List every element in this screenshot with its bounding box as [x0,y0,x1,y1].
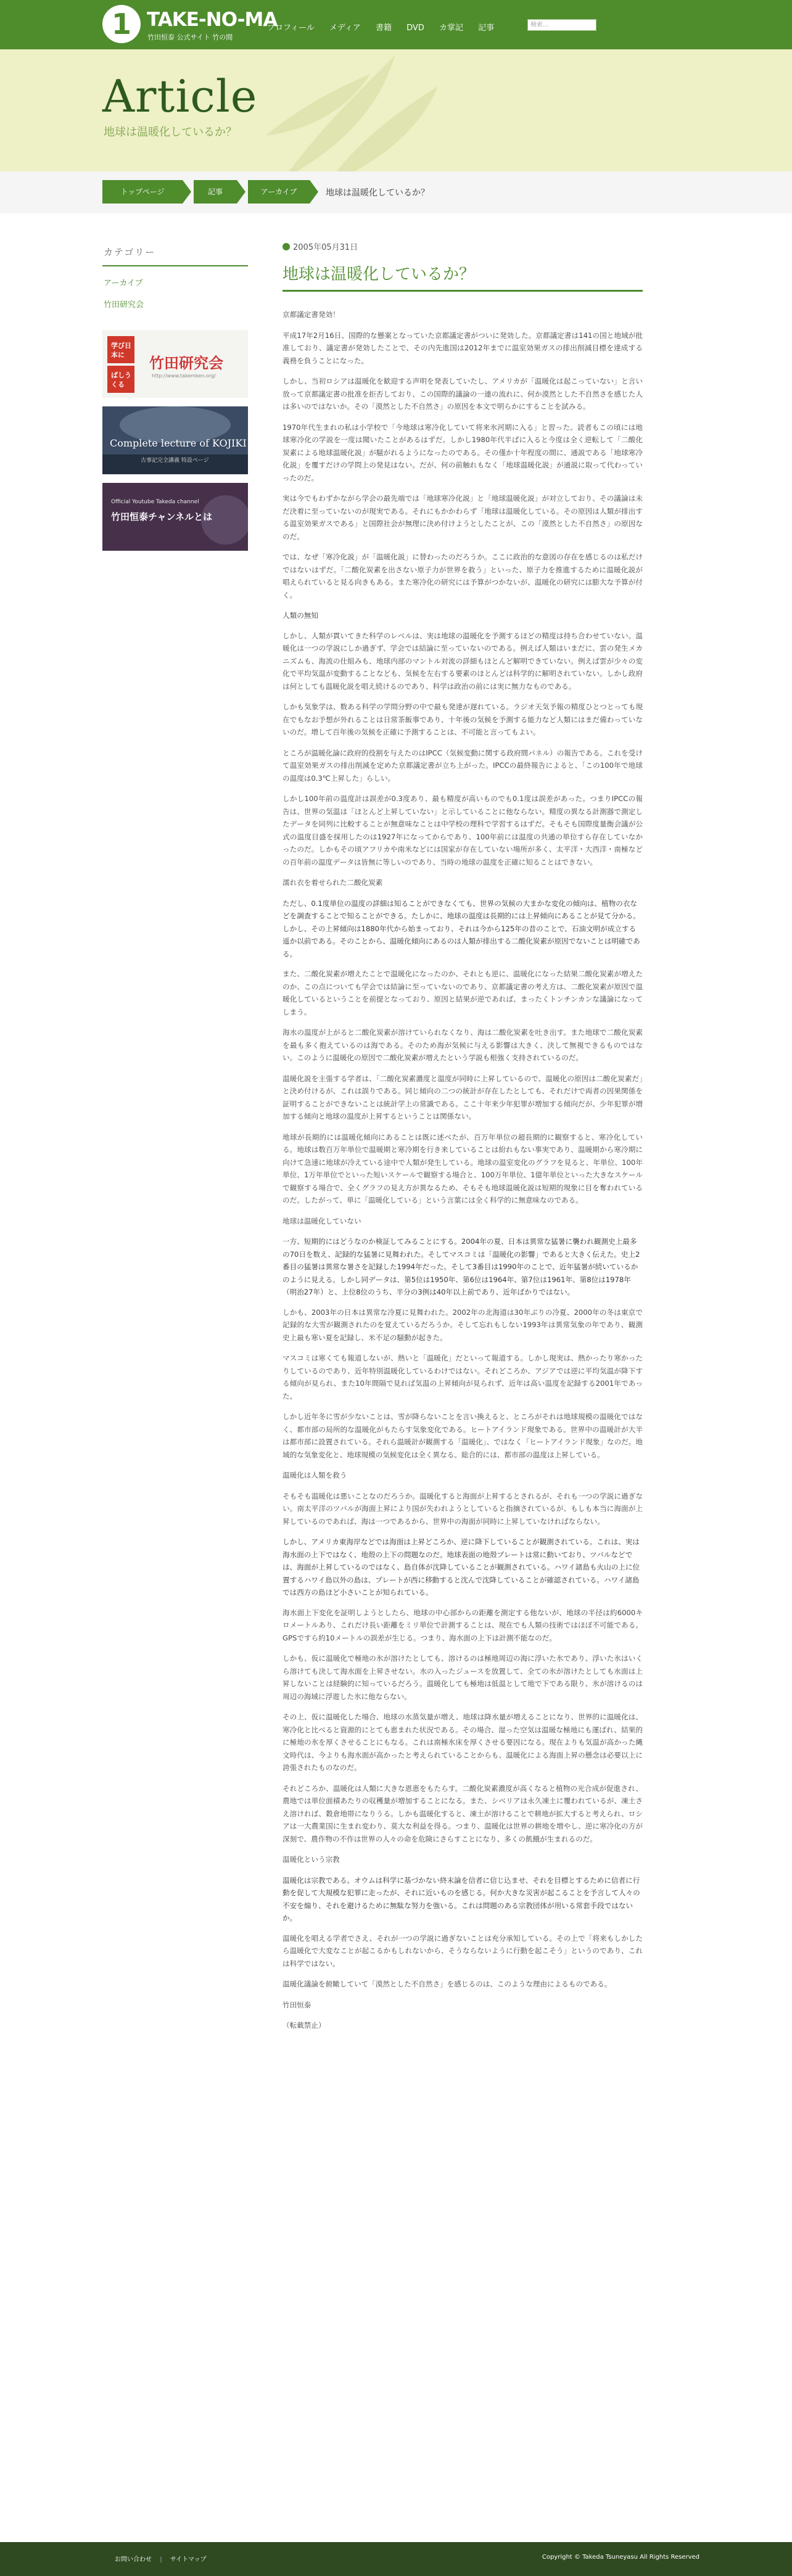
banner-youtube-channel[interactable] [102,483,248,551]
search-input[interactable]: 検索... [527,19,596,31]
article-paragraph: 温暖化を唱える学者でさえ、それが一つの学説に過ぎないことは充分承知している。その上で「将来もしかしたら温暖化で大変なことが起こるかもしれないから、そうならないように行動を起こそう」というのであり、これは科学ではない。 [283,1933,643,1968]
article-subheading: 一方、短期的にはどうなのか検証してみることにする。2004年の夏、日本は異常な猛暑に襲われ観測史上最多の70日を数え、記録的な猛暑に見舞われた。そしてマスコミは「温暖化の影響」であると大きく伝えた。史上2番目の猛暑は異常な暑さを記録した1994年だった。そして3番目は1990年のことで、近年猛暑が続いているかのように見える。しかし同データは、第5位は1950年、第6位は1964年、第7位は1961年、第8位は1978年（明治27年）と、上位8位のうち、半分の3例は40年以上前であり、近年ばかりではない。 [283,1237,640,1296]
post-title: 地球は温暖化しているか？ [283,265,476,284]
breadcrumb-separator [183,180,191,204]
hero-title: Article [102,70,258,122]
nav-articles[interactable]: 記事 [478,23,495,33]
article-paragraph: 温暖化説を主張する学者は、「二酸化炭素濃度と温度が同時に上昇しているので、温暖化の原因は二酸化炭素だ」と決め付けるが、これは誤りである。同じ傾向の二つの統計が存在したとしても、それだけで両者の因果関係を証明することができないことは統計学上の常識である。ここ十年来少年犯罪が増加する傾向だが、少年犯罪が増加する傾向と地球の温度が上昇するということは関係ない。 [283,1074,643,1121]
article-paragraph: では、なぜ「寒冷化説」が「温暖化説」に替わったのだろうか。ここに政治的な意図の存在を感じるのは私だけではないはずだ。「二酸化炭素を出さない原子力が世界を救う」といった、原子力を推進するために温暖化説が唱えられていると見る向きもある。また寒冷化の研究には予算がつかないが、温暖化の研究には膨大な予算が付く。 [283,553,643,599]
article-paragraph: しかも、2003年の日本は異常な冷夏に見舞われた。2002年の北海道は30年ぶりの冷夏、2000年の冬は東京で記録的な大雪が観測されたのを覚えているだろうか。そして忘れもしない1993年は異常気象の年であり、観測史上最も寒い夏を記録し、米不足の騒動が起きた。 [283,1307,643,1342]
breadcrumb-separator [310,180,318,204]
article-paragraph: 温暖化という宗教 [283,1855,340,1864]
global-nav [267,21,506,33]
article-paragraph: しかし近年冬に雪が少ないことは、雪が降らないことを言い換えると、ところがそれは地球規模の温暖化ではなく、都市部の局所的な温暖化がもたらす気象変化である。ヒートアイランド現象である。世界中の温暖計が大半は都市部に設置されている。それら温暖計が観測する「温暖化」、ではなく「ヒートアイランド現象」なのだ。地域的な気象変化と、地球規模の気候変化は全く異なる。総合的には、都市部の温度は上昇している。 [283,1412,643,1459]
article-paragraph: 京都議定書発効！ [283,310,340,319]
article-paragraph: 平成17年2月16日、国際的な懸案となっていた京都議定書がついに発効した。京都議定書は141の国と地域が批准しており、議定書が発効したことで、その内先進国は2012年までに温室効果ガスの排出削減目標を達成する義務を負うことになった。 [283,331,643,365]
breadcrumb-articles[interactable]: 記事 [194,180,237,204]
sidebar-divider [102,265,248,266]
banner-takeda-study-group[interactable] [102,330,248,398]
article-paragraph: その上、仮に温暖化した場合、地球の水蒸気量が増え、地球は降水量が増えることになり、世界的に温暖化は、寒冷化と比べると資源的にとても恵まれた状況である。その場合、湿った空気は温暖な極地にも運ばれ、結果的に極地の氷を厚くさせることにもなる。これは南極氷床を厚くさせる要因になる。現在よりも気温が高かった縄文時代は、今よりも海水面が高かったと考えられていることからも、温暖化による海面上昇の懸念は必要以上に誇張されたものなのだ。 [283,1713,643,1772]
sidebar-link-study-group[interactable]: 竹田研究会 [104,300,144,310]
article-paragraph: 1970年代生まれの私は小学校で「今地球は寒冷化していて将来氷河期に入る」と習った。読者もこの頃には地球寒冷化の学説を一度は聞いたことがあるはずだ。しかし1980年代半ばに入ると今度は全く逆転して「二酸化炭素による地球温暖化説」が騒がれるようになったのである。その僅か十年程度の間に、通説である「地球寒冷化説」を覆すだけの学問上の発見はない。だが、何の前触れもなく「地球温暖化説」が通説に取って代わっていったのだ。 [283,422,643,482]
banner1-name: 竹田研究会 [149,354,223,372]
article-paragraph: しかし100年前の温度計は誤差が0.3度あり、最も精度が高いものでも0.1度は誤差があった。つまりIPCCの報告は、世界の気温は「ほとんど上昇していない」と示していることに他ならない。精度の異なる計測器で測定したデータを同列に比較することが無意味なことは中学校の理科で学習するはずだ。そもそも国際度量衡会議が公式の温度目盛を採用したのは1927年になってからであり、100年前には温度の共通の単位すら存在していなかったのだ。しかもその頃アフリカや南米などには国家が存在していない場所が多く、太平洋・大西洋・南極などの百年前の温度データは皆無に等しいのであり、当時の地球の温度を正確に知ることはできない。 [283,794,643,866]
footer-copyright: Copyright © Takeda Tsuneyasu All Rights Reserved [542,2554,699,2561]
logo-mark: 1 [102,5,141,43]
article-paragraph: 地球が長期的には温暖化傾向にあることは既に述べたが、百万年単位の超長期的に観察すると、寒冷化している。地球は数百万年単位で温暖期と寒冷期を行き来していることは紛れもない事実であり、温暖期から寒冷期に向けて急速に地球が冷えている途中で人類が発生している。地球の温室変化のグラフを見ると、年単位、100年単位、1万年単位でといった短いスケールで観察する場合と、100万年単位、1億年単位といった大きなスケールで観察する場合で、全くグラフの見え方が異なるため、そもそも地球温暖化説は短期的現象に目を奪われているのだ。したがって、単に「温暖化している」という言葉には全く科学的に無意味なのである。 [283,1132,643,1204]
sidebar-heading: カテゴリー [104,247,156,258]
article-paragraph: マスコミは寒くても報道しないが、熱いと「温暖化」だといって報道する。しかし現実は、熱かったり寒かったりしているのであり、近年特別温暖化しているわけではない。それどころか、アジアでは逆に平均気温が降下する傾向が見られ、また10年間隔で見れば気温の上昇傾向が見られず、近年は高い温度を記録する2001年であった。 [283,1354,643,1401]
banner2-title: Complete lecture of KOJIKI [110,437,247,449]
site-logo[interactable] [102,5,278,44]
banner1-motto-1: 学び日本に [111,342,131,359]
article-body [283,308,643,2040]
title-divider [283,290,643,292]
banner1-motto-2: ばしうくる [111,371,131,389]
hero-subtitle: 地球は温暖化しているか？ [104,126,237,139]
footer-links [115,2554,207,2563]
banner3-name: 竹田恒泰チャンネルとは [111,511,213,522]
article-paragraph: 竹田恒泰 [283,2000,311,2009]
footer-link-contact[interactable]: お問い合わせ [115,2556,152,2563]
article-paragraph: （転載禁止） [283,2021,326,2030]
article-paragraph: 温暖化議論を俯瞰していて「漠然とした不自然さ」を感じるのは、このような理由によるものである。 [283,1980,612,1988]
article-paragraph: しかし、人類が貫いてきた科学のレベルは、実は地球の温暖化を予測するほどの精度は持ち合わせていない。温暖化は一つの学説にしか過ぎず、学会では結論に至っていないのである。例えば人類はいまだに、雲の発生メカニズムも、海流の仕組みも、地球内部のマントル対流の詳細もほとんど解明できていない。例えば雲が少々の変化で平均気温が変動することなども、気候を左右する要素のほとんどは科学的に解明されていない。しかし政府は何としても温暖化説を唱え続けるのであり、科学は政治の前には実に無力なものである。 [283,631,643,691]
article-paragraph: 地球は温暖化していない [283,1216,361,1225]
article-paragraph: そもそも温暖化は悪いことなのだろうか。温暖化すると海面が上昇するとされるが、それも一つの学説に過ぎない。南太平洋のツバルが海面上昇により国が失われようとしていると指摘されているが、もしも本当に海面が上昇しているのであれば、海は一つであるから、世界中の海面が同時に上昇していなければならない。 [283,1491,643,1526]
article-subheading: 人類の無知 [283,611,318,620]
nav-dvd[interactable]: DVD [406,23,424,33]
breadcrumb-separator [237,180,245,204]
article-paragraph: 海水面上下変化を証明しようとしたら、地球の中心部からの距離を測定する他ないが、地球の半径は約6000キロメートルあり、これだけ長い距離をミリ単位で計測することは、現在でも人類の技術ではほぼ不可能である。GPSですら約10メートルの誤差が生じる。つまり、海水面の上下は計測不能なのだ。 [283,1608,643,1642]
bamboo-leaf-decoration [259,49,444,171]
sidebar-link-archive[interactable]: アーカイブ [104,279,143,288]
nav-books[interactable]: 書籍 [375,23,392,33]
article-paragraph: 温暖化は人類を救う [283,1471,347,1479]
article-paragraph: 実は今でもわずかながら学会の最先端では「地球寒冷化説」と「地球温暖化説」が対立しており、その議論は未だ決着に至っていないのが現実である。それにもかかわらず「地球は温暖化している。その原因は人類が排出する温室効果ガスである」と国際社会が無理に決め付けようとしたことが、この「漠然とした不自然さ」の原因なのだ。 [283,494,643,541]
article-paragraph: しかも、仮に温暖化で極地の氷が溶けたとしても、溶けるのは極地周辺の海に浮いた氷であり、浮いた氷はいくら溶けても決して海水面を上昇させない。水の入ったジュースを放置して、全ての氷が溶けたとしても水面は上昇しないことは経験的に知っているだろう。温暖化しても極地は低温として地で下である限り、氷が溶けるのは周辺の海域に浮遊した氷に他ならない。 [283,1654,643,1701]
breadcrumb-home[interactable]: トップページ [102,180,183,204]
article-paragraph: 海水の温度が上がると二酸化炭素が溶けていられなくなり、海は二酸化炭素を吐き出す。また地球で二酸化炭素を最も多く抱えているのは海である。そのため海が気候に与える影響は大きく、決して無視できるものではない。このように温暖化の原因で二酸化炭素が増えたという学説も根強く支持されているのだ。 [283,1028,643,1062]
logo-title: TAKE-NO-MA [147,9,278,31]
article-paragraph: それどころか、温暖化は人類に大きな恩恵をもたらす。二酸化炭素濃度が高くなると植物の光合成が促進され、農地では単位面積あたりの収穫量が増加することになる。また、シベリアは永久凍土に覆われているが、凍土さえ溶ければ、穀倉地帯になりうる。しかも温暖化すると、凍土が溶けることで耕地が拡大すると考えられ、ロシアは一大農業国に生まれ変わり、莫大な利益を得る。つまり、温暖化は世界の耕地を増やし、逆に寒冷化の方が深刻で、農作物の不作は世界の人々の命を危険にさらすことになり、多くの飢餓が生まれるのだ。 [283,1784,643,1843]
logo-subtitle: 竹田恒泰 公式サイト 竹の間 [147,33,233,41]
footer-link-sitemap[interactable]: サイトマップ [170,2556,207,2563]
banner1-url: http://www.takemken.org/ [152,373,216,379]
nav-media[interactable]: メディア [329,23,361,33]
breadcrumb-archive[interactable]: アーカイブ [248,180,310,204]
page-hero [0,49,792,171]
article-paragraph: しかし、当初ロシアは温暖化を歓迎する声明を発表していたし、アメリカが「温暖化は起こっていない」と言い放って京都議定書の批准を拒否しており、この国際的議論の一連の流れに、何か漠然とした不自然さを感じた人は多いのではないか。その「漠然とした不自然さ」の原因を本文で明らかにすることを試みる。 [283,377,643,411]
nav-notes[interactable]: カ掌記 [439,23,463,33]
article-subheading: 温暖化は宗教である。オウムは科学に基づかない終末論を信者に信じ込ませ、それを目標とするために信者に行動を促して大規模な犯罪に走ったが、それに近いものを感じる。何か大きな災害が起こることを予言して人々の不安を煽り、それを避けるために無駄な努力を強いる。これは問題のある宗教団体が用いる常套手段ではないか。 [283,1875,640,1922]
banner3-title: Official Youtube Takeda channel [111,499,199,505]
article-subheading: ただし、0.1度単位の温度の詳細は知ることができなくても、世界の気候の大まかな変化の傾向は、植物の衣などを調査することで知ることができる。たしかに、地球の温度は長期的には上昇傾向にあることが見て分かる。しかし、その上昇傾向は1880年代から始まっており、それは今から125年の昔のことで、石油文明が成立する遥か以前である。そのことから、温暖化傾向にあるのは人類が排出する二酸化炭素が原因でないことは明確である。 [283,899,640,958]
article-paragraph: また、二酸化炭素が増えたことで温暖化になったのか、それとも逆に、温暖化になった結果二酸化炭素が増えたのか、この点についても学会では結論に至っていないのであり、京都議定書の考え方は、二酸化炭素が原因で温暖化しているということを前提となっており、原因と結果が逆であれば、まったくトンチンカンな議論になってしまう。 [283,969,643,1016]
breadcrumb-current: 地球は温暖化しているか？ [326,188,429,198]
nav-profile[interactable]: プロフィール [267,23,315,33]
article-paragraph: 濡れ衣を着せられた二酸化炭素 [283,878,383,887]
clock-icon [283,243,290,250]
banner-kojiki-lecture[interactable] [102,406,248,474]
article-paragraph: ところが温暖化論に政府的役割を与えたのはIPCC（気候変動に関する政府間パネル）の報告である。これを受けて温室効果ガスの排出削減を定めた京都議定書が立ち上がった。IPCCの最終報告によると、「この100年で地球の温度は0.3℃上昇した」らしい。 [283,748,643,783]
footer-link-separator: | [160,2556,162,2563]
article-subheading: しかし、アメリカ東海岸などでは海面は上昇どころか、逆に降下していることが観測されている。これは、実は海水面の上下ではなく、地殻の上下の問題なのだ。地球表面の地殻プレートは常に動いており、ツバルなどでは、海面が上昇しているのではなく、島自体が沈降していることが観測されている。ハワイ諸島も火山の上に位置するハワイ島以外の島は、プレートが西に移動すると沈んで沈降していることが確認されている。ハワイ諸島では西方の島ほど小さいことが知られている。 [283,1537,640,1597]
article-paragraph: しかも気象学は、数ある科学の学問分野の中で最も発達が遅れている。ラジオ天気予報の精度ひとつとっても現在でもなお予想が外れることは日常茶飯事であり、十年後の気候を予測する能力など人類にはまだ備わっていないのだ。増して百年後の気候を正確に予測することは、不可能と言ってもよい。 [283,702,643,736]
banner2-subtitle: 古事記完全講義 特設ページ [141,458,209,464]
post-date: 2005年05月31日 [293,243,358,252]
